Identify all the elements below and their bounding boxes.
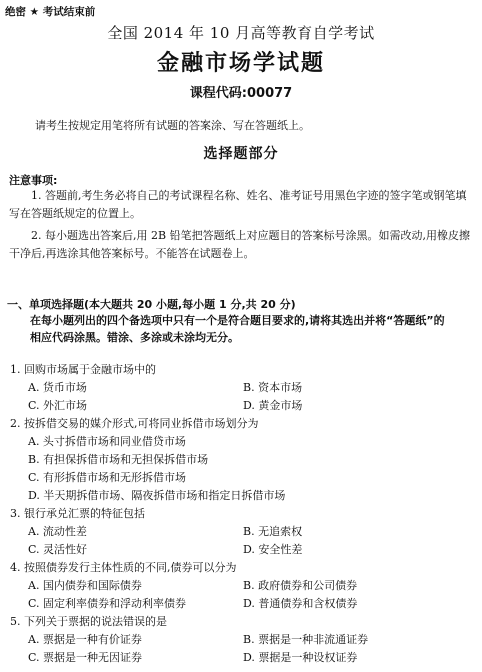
question-4-option-c: C. 固定利率债券和浮动利率债券 bbox=[28, 597, 187, 610]
question-5-option-a: A. 票据是一种有价证券 bbox=[28, 633, 142, 646]
question-1-option-a: A. 货币市场 bbox=[28, 381, 87, 394]
part-heading: 一、单项选择题(本大题共 20 小题,每小题 1 分,共 20 分) bbox=[7, 298, 296, 311]
question-2-option-a: A. 头寸拆借市场和同业借贷市场 bbox=[28, 435, 186, 448]
confidential-label: 绝密 ★ 考试结束前 bbox=[5, 6, 96, 18]
paper-title: 金融市场学试题 bbox=[156, 51, 325, 76]
question-5-option-b: B. 票据是一种非流通证券 bbox=[243, 633, 369, 646]
question-2-stem: 2. 按拆借交易的媒介形式,可将同业拆借市场划分为 bbox=[10, 417, 259, 430]
course-code: 课程代码:00077 bbox=[189, 86, 293, 101]
note-item-1: 1. 答题前,考生务必将自己的考试课程名称、姓名、准考证号用黑色字迹的签字笔或钢笔填写在答题纸规定的位置上。 bbox=[9, 189, 467, 220]
question-4-option-b: B. 政府债券和公司债券 bbox=[243, 579, 358, 592]
answer-instruction: 请考生按规定用笔将所有试题的答案涂、写在答题纸上。 bbox=[35, 119, 310, 132]
question-5-stem: 5. 下列关于票据的说法错误的是 bbox=[10, 615, 167, 628]
question-4-option-d: D. 普通债券和含权债券 bbox=[243, 597, 358, 610]
question-3-option-d: D. 安全性差 bbox=[243, 543, 303, 556]
notes-title: 注意事项: bbox=[9, 174, 58, 187]
question-4-option-a: A. 国内债券和国际债券 bbox=[28, 579, 142, 592]
question-1-option-d: D. 黄金市场 bbox=[243, 399, 303, 412]
question-2-option-c: C. 有形拆借市场和无形拆借市场 bbox=[28, 471, 187, 484]
section-title: 选择题部分 bbox=[203, 146, 279, 162]
question-3-option-b: B. 无追索权 bbox=[243, 525, 303, 538]
question-1-option-c: C. 外汇市场 bbox=[28, 399, 88, 412]
question-2-option-d: D. 半天期拆借市场、隔夜拆借市场和指定日拆借市场 bbox=[28, 489, 286, 502]
question-3-option-a: A. 流动性差 bbox=[28, 525, 87, 538]
part-instruction: 在每小题列出的四个备选项中只有一个是符合题目要求的,请将其选出并将“答题纸”的相应代码涂黑。错涂、多涂或未涂均无分。 bbox=[30, 314, 445, 344]
question-3-option-c: C. 灵活性好 bbox=[28, 543, 88, 556]
note-item-2: 2. 每小题选出答案后,用 2B 铅笔把答题纸上对应题目的答案标号涂黑。如需改动,用橡皮擦干净后,再选涂其他答案标号。不能答在试题卷上。 bbox=[9, 229, 471, 260]
question-5-option-c: C. 票据是一种无因证券 bbox=[28, 651, 143, 664]
question-5-option-d: D. 票据是一种设权证券 bbox=[243, 651, 358, 664]
question-4-stem: 4. 按照债券发行主体性质的不同,债券可以分为 bbox=[10, 561, 237, 574]
question-1-option-b: B. 资本市场 bbox=[243, 381, 303, 394]
question-3-stem: 3. 银行承兑汇票的特征包括 bbox=[10, 507, 145, 520]
exam-session-line: 全国 2014 年 10 月高等教育自学考试 bbox=[107, 24, 375, 42]
question-1-stem: 1. 回购市场属于金融市场中的 bbox=[10, 363, 156, 376]
question-2-option-b: B. 有担保拆借市场和无担保拆借市场 bbox=[28, 453, 209, 466]
